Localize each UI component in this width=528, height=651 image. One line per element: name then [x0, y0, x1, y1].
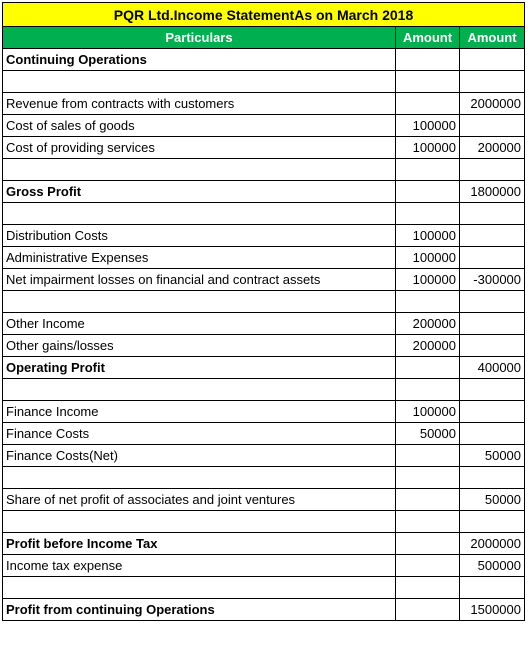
- table-row: [3, 93, 525, 115]
- table-row: [3, 181, 525, 203]
- row-label: Operating Profit: [3, 357, 396, 379]
- row-label: [3, 203, 396, 225]
- table-row: [3, 423, 525, 445]
- table-row: [3, 269, 525, 291]
- row-amount-2: 200000: [460, 137, 525, 159]
- row-amount-1: [396, 511, 460, 533]
- row-label: Income tax expense: [3, 555, 396, 577]
- row-label: Finance Costs(Net): [3, 445, 396, 467]
- table-row: [3, 335, 525, 357]
- row-amount-2: 2000000: [460, 93, 525, 115]
- row-amount-2: [460, 379, 525, 401]
- row-amount-1: 100000: [396, 247, 460, 269]
- row-amount-2: 2000000: [460, 533, 525, 555]
- row-label: [3, 159, 396, 181]
- header-row: [3, 27, 525, 49]
- row-amount-1: [396, 599, 460, 621]
- row-amount-2: [460, 203, 525, 225]
- row-amount-2: [460, 49, 525, 71]
- row-amount-2: [460, 225, 525, 247]
- row-amount-2: [460, 335, 525, 357]
- row-label: Other Income: [3, 313, 396, 335]
- row-label: Net impairment losses on financial and contract assets: [3, 269, 396, 291]
- row-label: Share of net profit of associates and joint ventures: [3, 489, 396, 511]
- header-amount-2: Amount: [460, 27, 525, 49]
- row-amount-2: -300000: [460, 269, 525, 291]
- row-label: Profit before Income Tax: [3, 533, 396, 555]
- table-row: [3, 115, 525, 137]
- row-amount-2: [460, 577, 525, 599]
- row-amount-2: [460, 247, 525, 269]
- row-amount-2: [460, 423, 525, 445]
- table-row: [3, 357, 525, 379]
- row-label: [3, 379, 396, 401]
- row-label: Revenue from contracts with customers: [3, 93, 396, 115]
- table-row: [3, 599, 525, 621]
- table-row: [3, 225, 525, 247]
- row-amount-2: [460, 291, 525, 313]
- table-row: [3, 313, 525, 335]
- row-amount-1: [396, 49, 460, 71]
- row-label: Administrative Expenses: [3, 247, 396, 269]
- income-statement-sheet: [2, 2, 524, 621]
- row-amount-2: [460, 159, 525, 181]
- row-amount-1: 100000: [396, 115, 460, 137]
- row-amount-1: [396, 291, 460, 313]
- row-amount-1: 100000: [396, 401, 460, 423]
- table-row: [3, 203, 525, 225]
- row-label: [3, 577, 396, 599]
- row-amount-1: 50000: [396, 423, 460, 445]
- title-row: [3, 3, 525, 27]
- row-amount-1: 200000: [396, 313, 460, 335]
- table-row: [3, 489, 525, 511]
- row-label: [3, 291, 396, 313]
- income-statement-table: [2, 2, 525, 621]
- row-amount-1: 100000: [396, 269, 460, 291]
- row-label: Cost of sales of goods: [3, 115, 396, 137]
- table-row: [3, 577, 525, 599]
- row-label: Distribution Costs: [3, 225, 396, 247]
- header-amount-1: Amount: [396, 27, 460, 49]
- row-amount-1: 200000: [396, 335, 460, 357]
- table-row: [3, 71, 525, 93]
- row-amount-1: 100000: [396, 137, 460, 159]
- row-amount-2: [460, 467, 525, 489]
- row-amount-2: [460, 115, 525, 137]
- row-amount-2: 50000: [460, 489, 525, 511]
- row-amount-2: [460, 71, 525, 93]
- row-amount-1: [396, 489, 460, 511]
- row-amount-2: [460, 511, 525, 533]
- table-row: [3, 555, 525, 577]
- row-amount-1: [396, 577, 460, 599]
- row-amount-1: [396, 379, 460, 401]
- row-label: [3, 467, 396, 489]
- row-label: Finance Costs: [3, 423, 396, 445]
- table-row: [3, 445, 525, 467]
- table-row: [3, 533, 525, 555]
- row-amount-2: [460, 313, 525, 335]
- row-label: Finance Income: [3, 401, 396, 423]
- row-amount-1: [396, 555, 460, 577]
- row-amount-1: [396, 203, 460, 225]
- row-amount-1: 100000: [396, 225, 460, 247]
- statement-title: PQR Ltd.Income StatementAs on March 2018: [3, 3, 525, 27]
- table-row: [3, 137, 525, 159]
- row-label: Other gains/losses: [3, 335, 396, 357]
- row-amount-1: [396, 181, 460, 203]
- row-amount-2: [460, 401, 525, 423]
- row-amount-2: 1500000: [460, 599, 525, 621]
- table-row: [3, 49, 525, 71]
- row-label: Profit from continuing Operations: [3, 599, 396, 621]
- row-amount-2: 500000: [460, 555, 525, 577]
- row-amount-1: [396, 357, 460, 379]
- header-particulars: Particulars: [3, 27, 396, 49]
- row-amount-1: [396, 159, 460, 181]
- row-label: Gross Profit: [3, 181, 396, 203]
- table-row: [3, 247, 525, 269]
- table-row: [3, 511, 525, 533]
- table-row: [3, 159, 525, 181]
- row-amount-2: 1800000: [460, 181, 525, 203]
- table-row: [3, 467, 525, 489]
- row-amount-1: [396, 533, 460, 555]
- row-label: Cost of providing services: [3, 137, 396, 159]
- table-row: [3, 401, 525, 423]
- row-amount-2: 50000: [460, 445, 525, 467]
- row-amount-1: [396, 467, 460, 489]
- row-amount-1: [396, 445, 460, 467]
- statement-body: [3, 49, 525, 621]
- table-row: [3, 291, 525, 313]
- row-label: [3, 511, 396, 533]
- row-label: Continuing Operations: [3, 49, 396, 71]
- row-amount-2: 400000: [460, 357, 525, 379]
- row-amount-1: [396, 93, 460, 115]
- row-label: [3, 71, 396, 93]
- row-amount-1: [396, 71, 460, 93]
- table-row: [3, 379, 525, 401]
